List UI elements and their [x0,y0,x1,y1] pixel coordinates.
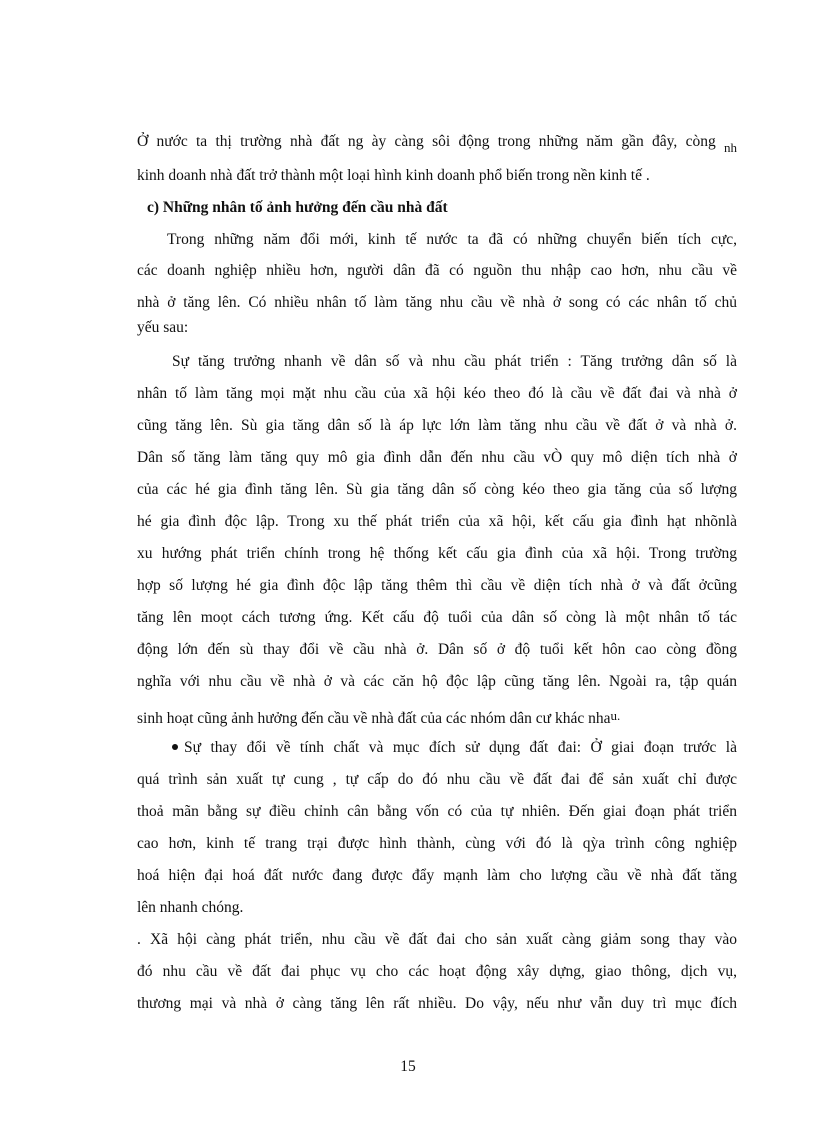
paragraph-line: của các hé gia đình tăng lên. Sù gia tăng dân số còng kéo theo gia tăng của số lượng [137,481,737,498]
paragraph-line [137,127,737,157]
paragraph-line: nhà ở tăng lên. Có nhiều nhân tố làm tăng nhu cầu về nhà ở song có các nhân tố chủ [137,294,737,311]
page-number: 15 [400,1058,416,1075]
paragraph-line: kinh doanh nhà đất trở thành một loại hình kinh doanh phổ biến trong nền kinh tế . [137,167,650,184]
line-text: Sự thay đổi về tính chất và mục đích sử dụng đất đai: Ở giai đoạn trước là [184,739,737,756]
bullet-icon [172,744,178,750]
paragraph-line: Dân số tăng làm tăng quy mô gia đình dẫn đến nhu cầu vÒ quy mô diện tích nhà ở [137,449,737,466]
paragraph-line: hợp số lượng hé gia đình độc lập tăng thêm thì cầu về diện tích nhà ở và đất ởcũng [137,577,737,594]
paragraph-line [137,701,737,731]
paragraph-line: đó nhu cầu về đất đai phục vụ cho các hoạt động xây dựng, giao thông, dịch vụ, [137,963,737,980]
paragraph-line: hoá hiện đại hoá đất nước đang được đẩy mạnh làm cho lượng cầu về nhà đất tăng [137,867,737,884]
paragraph-line [172,733,737,763]
paragraph-line: cũng tăng lên. Sù gia tăng dân số là áp lực lớn làm tăng nhu cầu về đất ở và nhà ở. [137,417,737,434]
line-text: sinh hoạt cũng ảnh hưởng đến cầu về nhà đất của các nhóm dân cư khác nha [137,710,611,727]
paragraph-line: các doanh nghiệp nhiều hơn, người dân đã có nguồn thu nhập cao hơn, nhu cầu về [137,262,737,279]
paragraph-line: lên nhanh chóng. [137,899,244,916]
paragraph-line: thương mại và nhà ở càng tăng lên rất nhiều. Do vậy, nếu như vẫn duy trì mục đích [137,995,737,1012]
paragraph-line: Sự tăng trưởng nhanh về dân số và nhu cầu phát triển : Tăng trưởng dân số là [172,353,737,370]
paragraph-line: xu hướng phát triển chính trong hệ thống kết cấu gia đình của xã hội. Trong trường [137,545,737,562]
line-fragment: nh [724,140,738,155]
line-fragment: u. [610,708,621,723]
paragraph-line: tăng lên moọt cách tương ứng. Kết cấu độ tuổi của dân số còng là một nhân tố tác [137,609,737,626]
paragraph-line: Trong những năm đổi mới, kinh tế nước ta đã có những chuyển biến tích cực, [167,231,737,248]
paragraph-line: hé gia đình độc lập. Trong xu thế phát triển của xã hội, kết cấu gia đình hạt nhõnlà [137,513,737,530]
line-text: Ở nước ta thị trường nhà đất ng ày càng sôi động trong những năm gần đây, còng [137,133,716,150]
section-heading: c) Những nhân tố ảnh hưởng đến cầu nhà đất [147,199,448,216]
paragraph-line: thoả mãn bằng sự điều chỉnh cân bằng vốn có của tự nhiên. Đến giai đoạn phát triển [137,803,737,820]
paragraph-line: cao hơn, kinh tế trang trại được hình thành, cùng với đó là qỳa trình công nghiệp [137,835,737,852]
paragraph-line: . Xã hội càng phát triển, nhu cầu về đất đai cho sản xuất càng giảm song thay vào [137,931,737,948]
paragraph-line: nhân tố làm tăng mọi mặt nhu cầu của xã hội kéo theo đó là cầu về đất đai và nhà ở [137,385,737,402]
paragraph-line: động lớn đến sù thay đổi về cầu nhà ở. Dân số ở độ tuổi kết hôn cao còng đồng [137,641,737,658]
paragraph-line: yếu sau: [137,319,189,336]
paragraph-line: nghĩa với nhu cầu về nhà ở và các căn hộ độc lập cũng tăng lên. Ngoài ra, tập quán [137,673,737,690]
paragraph-line: quá trình sản xuất tự cung , tự cấp do đó nhu cầu về đất đai để sản xuất chỉ được [137,771,737,788]
